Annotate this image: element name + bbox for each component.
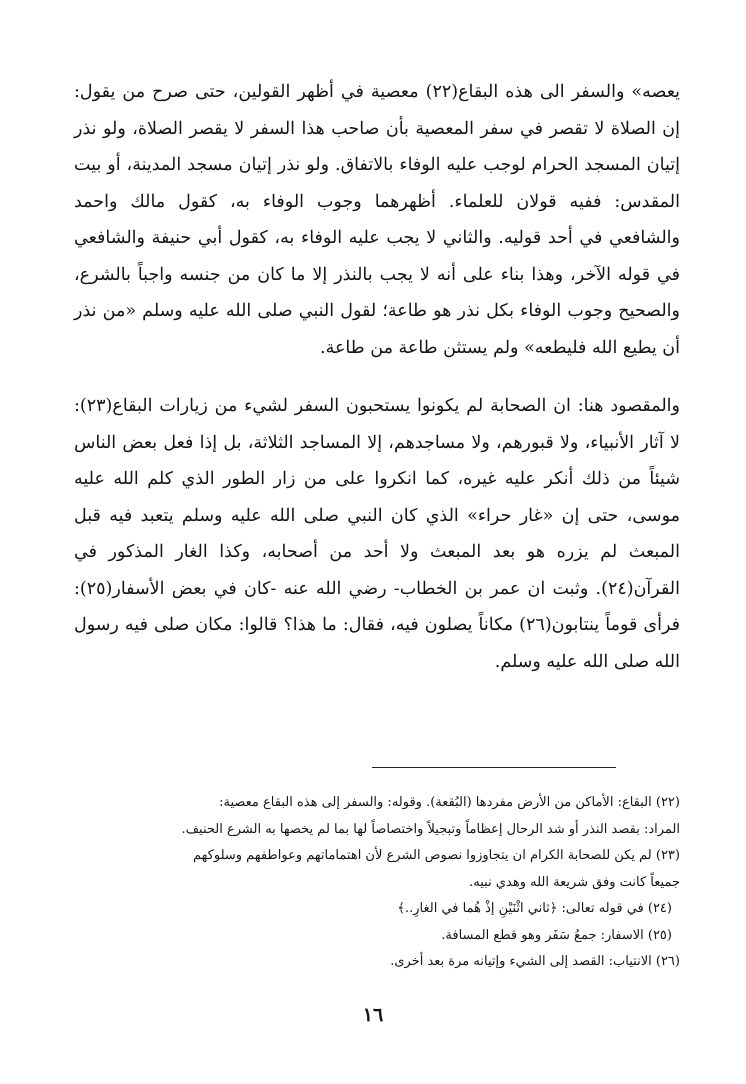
footnote-24: (٢٤) في قوله تعالى: ﴿ثاني اثْنَيْنِ إذْ هُما في الغارِ..﴾ <box>397 901 672 916</box>
footnote-23: (٢٣) لم يكن للصحابة الكرام ان يتجاوزوا نصوص الشرع لأن اهتماماتهم وعواطفهم وسلوكهم <box>193 848 680 863</box>
footnote-separator <box>372 767 616 768</box>
footnote-22: (٢٢) البقاع: الأماكن من الأرض مفردها (البُقعة). وقوله: والسفر إلى هذه البقاع معصية: <box>219 795 680 810</box>
footnote-22-continuation: المراد: بقصد النذر أو شد الرحال إعظاماً وتبجيلاً واختصاصاً لها بما لم يخصها به الشرع الحنيف. <box>181 821 680 837</box>
footnotes <box>74 790 680 976</box>
paragraph-2: والمقصود هنا: ان الصحابة لم يكونوا يستحبون السفر لشيء من زيارات البقاع(٢٣): لا آثار الأنبياء، ولا قبورهم، ولا مساجدهم، إلا المساجد الثلاثة، بل إذا فعل بعض الناس شيئاً من ذلك أنكر عليه غيره، كما انكروا على من زار الطور الذي كلم الله عليه موسى، حتى إن «غار حراء» الذي كان النبي صلى الله عليه وسلم يتعبد فيه قبل المبعث لم يزره هو بعد المبعث ولا أحد من أصحابه، وكذا الغار المذكور في القرآن(٢٤). وثبت ان عمر بن الخطاب- رضي الله عنه -كان في بعض الأسفار(٢٥): فرأى قوماً ينتابون(٢٦) مكاناً يصلون فيه، فقال: ما هذا؟ قالوا: مكان صلى فيه رسول الله صلى الله عليه وسلم. <box>74 396 680 672</box>
footnote-23-continuation: جميعاً كانت وفق شريعة الله وهدي نبيه. <box>469 874 680 890</box>
main-text <box>74 74 680 680</box>
footnote-26: (٢٦) الانتياب: القصد إلى الشيء وإتيانه مرة بعد أخرى. <box>390 954 680 969</box>
paragraph-1: يعصه» والسفر الى هذه البقاع(٢٢) معصية في أظهر القولين، حتى صرح من يقول: إن الصلاة لا تقصر في سفر المعصية بأن صاحب هذا السفر لا يقصر الصلاة، ولو نذر إتيان المسجد الحرام لوجب عليه الوفاء بالاتفاق. ولو نذر إتيان مسجد المدينة، أو بيت المقدس: ففيه قولان للعلماء. أظهرهما وجوب الوفاء به، كقول مالك واحمد والشافعي في أحد قوليه. والثاني لا يجب عليه الوفاء به، كقول أبي حنيفة والشافعي في قوله الآخر، وهذا بناء على أنه لا يجب بالنذر إلا ما كان من جنسه واجباً بالشرع، والصحيح وجوب الوفاء بكل نذر هو طاعة؛ لقول النبي صلى الله عليه وسلم «من نذر أن يطيع الله فليطعه» ولم يستثن طاعة من طاعة. <box>74 82 681 358</box>
footnote-25: (٢٥) الاسفار: جمعُ سَفَر وهو قطع المسافة. <box>441 927 672 943</box>
page-number: ١٦ <box>362 1004 384 1026</box>
